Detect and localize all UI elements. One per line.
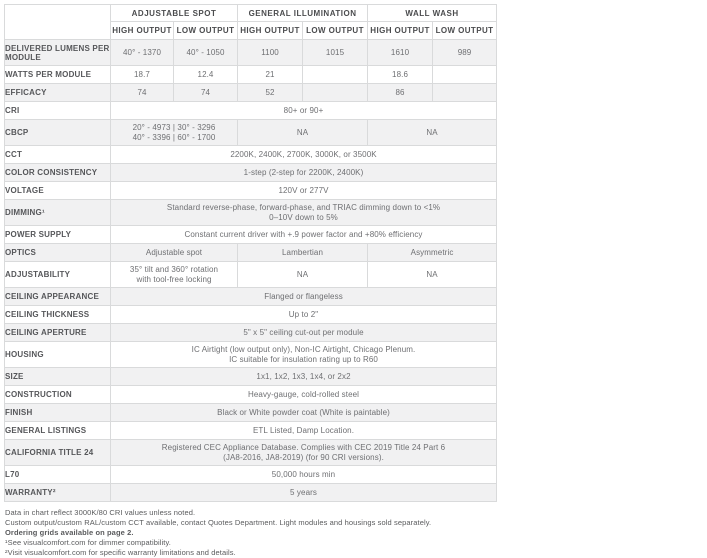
- spec-value-cell: 989: [433, 40, 497, 66]
- row-label: DELIVERED LUMENS PER MODULE: [5, 40, 111, 66]
- row-label: WARRANTY²: [5, 484, 111, 502]
- row-label: DIMMING¹: [5, 200, 111, 226]
- spec-value-line: 20° - 4973 | 30° - 3296: [132, 123, 216, 132]
- row-label: CALIFORNIA TITLE 24: [5, 440, 111, 466]
- column-group-row: [5, 5, 497, 22]
- spec-value-cell: 21: [238, 66, 303, 84]
- spec-value-line: IC suitable for insulation rating up to R60: [229, 354, 378, 364]
- spec-value-cell: 86: [368, 84, 433, 102]
- spec-value-cell: 120V or 277V: [111, 182, 497, 200]
- row-label: L70: [5, 466, 111, 484]
- spec-value-cell: 1610: [368, 40, 433, 66]
- spec-value-cell: [303, 66, 368, 84]
- row-label: CCT: [5, 146, 111, 164]
- table-row: [5, 288, 497, 306]
- spec-value-cell: 52: [238, 84, 303, 102]
- spec-value-cell: 5" x 5" ceiling cut-out per module: [111, 324, 497, 342]
- table-row: [5, 342, 497, 368]
- column-subheader: LOW OUTPUT: [174, 22, 238, 40]
- row-label: POWER SUPPLY: [5, 226, 111, 244]
- corner-cell: [5, 5, 111, 40]
- spec-value-cell: 12.4: [174, 66, 238, 84]
- row-label: GENERAL LISTINGS: [5, 422, 111, 440]
- table-row: [5, 244, 497, 262]
- spec-value-cell: 1100: [238, 40, 303, 66]
- row-label: CONSTRUCTION: [5, 386, 111, 404]
- column-subheader: HIGH OUTPUT: [111, 22, 174, 40]
- footnote: Data in chart reflect 3000K/80 CRI values unless noted.: [5, 508, 196, 517]
- table-row: [5, 484, 497, 502]
- table-row: [5, 200, 497, 226]
- table-row: [5, 422, 497, 440]
- table-row: [5, 306, 497, 324]
- table-row: [5, 324, 497, 342]
- column-subheader: LOW OUTPUT: [433, 22, 497, 40]
- spec-value-cell: 40° - 1370: [111, 40, 174, 66]
- spec-value-cell: Flanged or flangeless: [111, 288, 497, 306]
- spec-value-cell: NA: [238, 262, 368, 288]
- spec-value-cell: 2200K, 2400K, 2700K, 3000K, or 3500K: [111, 146, 497, 164]
- row-label: OPTICS: [5, 244, 111, 262]
- spec-value-cell: 5 years: [111, 484, 497, 502]
- table-row: [5, 440, 497, 466]
- table-row: [5, 262, 497, 288]
- row-label: ADJUSTABILITY: [5, 262, 111, 288]
- footnote: Custom output/custom RAL/custom CCT available, contact Quotes Department. Light modules and housings sold separately.: [5, 518, 432, 527]
- spec-value-cell: Asymmetric: [368, 244, 497, 262]
- spec-value-cell: 80+ or 90+: [111, 102, 497, 120]
- footnote: ¹See visualcomfort.com for dimmer compatibility.: [5, 538, 171, 547]
- spec-value-cell: 50,000 hours min: [111, 466, 497, 484]
- table-row: [5, 84, 497, 102]
- row-label: VOLTAGE: [5, 182, 111, 200]
- table-header: [5, 5, 497, 40]
- spec-value-line: 35° tilt and 360° rotation: [129, 265, 219, 274]
- spec-value-cell: 74: [174, 84, 238, 102]
- spec-value-cell: 74: [111, 84, 174, 102]
- table-row: [5, 164, 497, 182]
- column-subheader: HIGH OUTPUT: [368, 22, 433, 40]
- column-group-header: WALL WASH: [368, 5, 497, 22]
- spec-value-cell: 1x1, 1x2, 1x3, 1x4, or 2x2: [111, 368, 497, 386]
- spec-value-line: Standard reverse-phase, forward-phase, and TRIAC dimming down to <1%: [166, 203, 441, 212]
- table-row: [5, 146, 497, 164]
- row-label: COLOR CONSISTENCY: [5, 164, 111, 182]
- column-subheader: LOW OUTPUT: [303, 22, 368, 40]
- spec-value-cell: 1015: [303, 40, 368, 66]
- table-row: [5, 466, 497, 484]
- row-label: SIZE: [5, 368, 111, 386]
- spec-value-cell: Black or White powder coat (White is paintable): [111, 404, 497, 422]
- column-group-header: GENERAL ILLUMINATION: [238, 5, 368, 22]
- row-label: CEILING APERTURE: [5, 324, 111, 342]
- spec-value-cell: Adjustable spot: [111, 244, 238, 262]
- table-row: [5, 66, 497, 84]
- table-row: [5, 182, 497, 200]
- spec-value-cell: Lambertian: [238, 244, 368, 262]
- table-row: [5, 40, 497, 66]
- spec-value-cell: NA: [368, 120, 497, 146]
- footnote: ²Visit visualcomfort.com for specific warranty limitations and details.: [5, 548, 236, 557]
- table-row: [5, 386, 497, 404]
- footnote: Ordering grids available on page 2.: [5, 528, 134, 537]
- spec-value-cell: [111, 120, 238, 146]
- spec-value-cell: 18.7: [111, 66, 174, 84]
- column-group-header: ADJUSTABLE SPOT: [111, 5, 238, 22]
- row-label: CRI: [5, 102, 111, 120]
- spec-value-cell: [303, 84, 368, 102]
- spec-value-cell: 18.6: [368, 66, 433, 84]
- row-label: CEILING THICKNESS: [5, 306, 111, 324]
- spec-value-cell: 40° - 1050: [174, 40, 238, 66]
- spec-value-cell: ETL Listed, Damp Location.: [111, 422, 497, 440]
- spec-value-cell: Constant current driver with +.9 power factor and +80% efficiency: [111, 226, 497, 244]
- spec-value-cell: Up to 2": [111, 306, 497, 324]
- row-label: FINISH: [5, 404, 111, 422]
- column-subheader: HIGH OUTPUT: [238, 22, 303, 40]
- table-row: [5, 368, 497, 386]
- table-row: [5, 120, 497, 146]
- row-label: CEILING APPEARANCE: [5, 288, 111, 306]
- spec-value-cell: Heavy-gauge, cold-rolled steel: [111, 386, 497, 404]
- spec-value-cell: [111, 200, 497, 226]
- row-label: HOUSING: [5, 342, 111, 368]
- spec-value-line: IC Airtight (low output only), Non-IC Airtight, Chicago Plenum.: [191, 345, 416, 354]
- spec-value-line: 40° - 3396 | 60° - 1700: [132, 132, 216, 142]
- spec-value-line: 0–10V down to 5%: [269, 212, 338, 222]
- table-row: [5, 102, 497, 120]
- spec-value-cell: [433, 66, 497, 84]
- row-label: WATTS PER MODULE: [5, 66, 111, 84]
- table-row: [5, 404, 497, 422]
- spec-value-cell: NA: [238, 120, 368, 146]
- spec-value-cell: [433, 84, 497, 102]
- spec-value-cell: [111, 440, 497, 466]
- spec-value-cell: NA: [368, 262, 497, 288]
- row-label: CBCP: [5, 120, 111, 146]
- table-row: [5, 226, 497, 244]
- row-label: EFFICACY: [5, 84, 111, 102]
- spec-value-cell: [111, 262, 238, 288]
- spec-value-cell: 1-step (2-step for 2200K, 2400K): [111, 164, 497, 182]
- footnotes: [5, 508, 707, 558]
- spec-value-cell: [111, 342, 497, 368]
- spec-table-body: [5, 40, 497, 502]
- spec-value-line: Registered CEC Appliance Database. Complies with CEC 2019 Title 24 Part 6: [161, 443, 446, 452]
- spec-value-line: with tool-free locking: [136, 274, 212, 284]
- specification-table: [4, 4, 497, 502]
- spec-value-line: (JA8-2016, JA8-2019) (for 90 CRI versions).: [223, 452, 384, 462]
